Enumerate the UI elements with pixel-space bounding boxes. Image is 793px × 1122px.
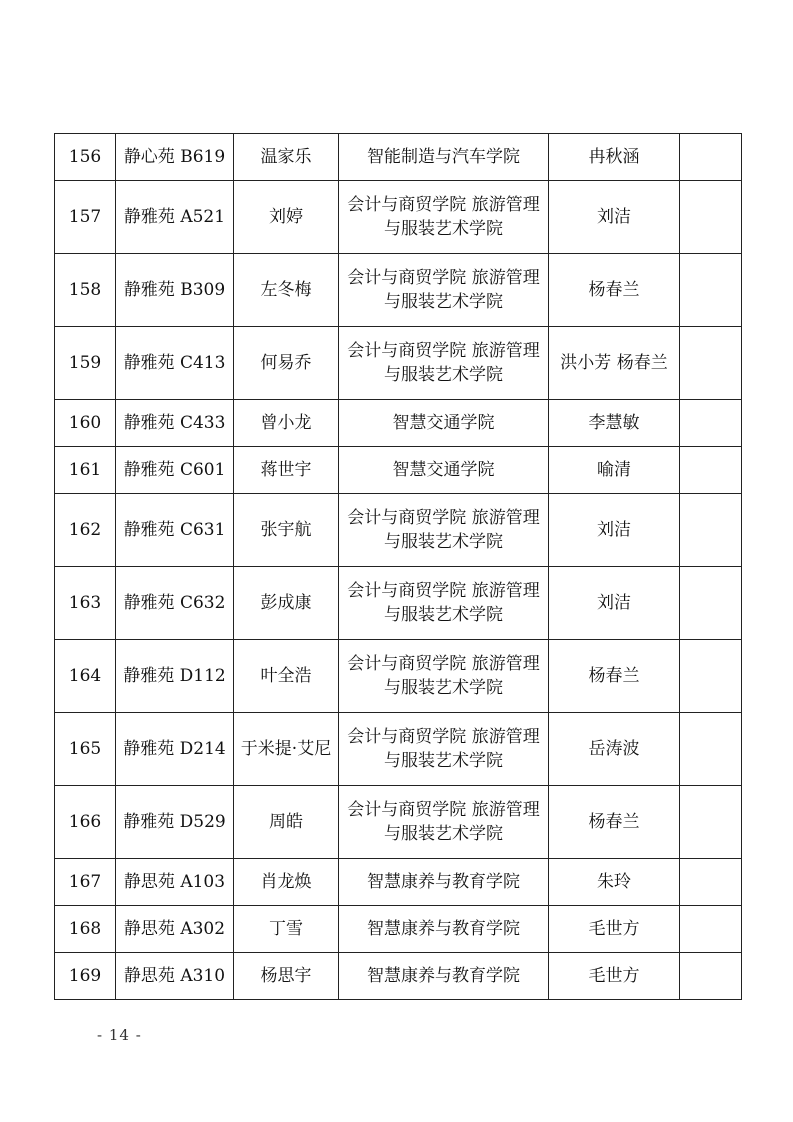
row-number-cell: 158 xyxy=(55,254,116,327)
table-row xyxy=(55,567,742,640)
college-cell: 智能制造与汽车学院 xyxy=(339,134,549,181)
tutor-cell: 洪小芳 杨春兰 xyxy=(549,327,680,400)
table-row xyxy=(55,254,742,327)
row-number-cell: 164 xyxy=(55,640,116,713)
row-number-cell: 161 xyxy=(55,447,116,494)
college-cell: 会计与商贸学院 旅游管理与服装艺术学院 xyxy=(339,327,549,400)
table-row xyxy=(55,134,742,181)
college-cell: 会计与商贸学院 旅游管理与服装艺术学院 xyxy=(339,254,549,327)
remarks-cell xyxy=(680,134,742,181)
table-row xyxy=(55,181,742,254)
dorm-room-cell: 静雅苑 D214 xyxy=(116,713,234,786)
student-name-cell: 丁雪 xyxy=(234,906,339,953)
table-row xyxy=(55,953,742,1000)
tutor-cell: 刘洁 xyxy=(549,181,680,254)
college-cell: 会计与商贸学院 旅游管理与服装艺术学院 xyxy=(339,713,549,786)
remarks-cell xyxy=(680,181,742,254)
tutor-cell: 杨春兰 xyxy=(549,640,680,713)
page-number: - 14 - xyxy=(97,1026,142,1044)
student-name-cell: 彭成康 xyxy=(234,567,339,640)
college-cell: 会计与商贸学院 旅游管理与服装艺术学院 xyxy=(339,181,549,254)
table-row xyxy=(55,640,742,713)
college-cell: 会计与商贸学院 旅游管理与服装艺术学院 xyxy=(339,567,549,640)
table-row xyxy=(55,859,742,906)
tutor-cell: 朱玲 xyxy=(549,859,680,906)
student-name-cell: 张宇航 xyxy=(234,494,339,567)
college-cell: 智慧康养与教育学院 xyxy=(339,953,549,1000)
row-number-cell: 162 xyxy=(55,494,116,567)
student-name-cell: 刘婷 xyxy=(234,181,339,254)
table-row xyxy=(55,906,742,953)
table-row xyxy=(55,713,742,786)
table-row xyxy=(55,494,742,567)
tutor-cell: 李慧敏 xyxy=(549,400,680,447)
remarks-cell xyxy=(680,400,742,447)
row-number-cell: 168 xyxy=(55,906,116,953)
college-cell: 智慧交通学院 xyxy=(339,400,549,447)
college-cell: 智慧交通学院 xyxy=(339,447,549,494)
dorm-room-cell: 静心苑 B619 xyxy=(116,134,234,181)
student-name-cell: 周皓 xyxy=(234,786,339,859)
tutor-cell: 喻清 xyxy=(549,447,680,494)
remarks-cell xyxy=(680,254,742,327)
row-number-cell: 169 xyxy=(55,953,116,1000)
student-name-cell: 曾小龙 xyxy=(234,400,339,447)
dorm-room-cell: 静雅苑 C433 xyxy=(116,400,234,447)
dorm-room-cell: 静思苑 A103 xyxy=(116,859,234,906)
student-name-cell: 肖龙焕 xyxy=(234,859,339,906)
college-cell: 智慧康养与教育学院 xyxy=(339,859,549,906)
remarks-cell xyxy=(680,447,742,494)
row-number-cell: 157 xyxy=(55,181,116,254)
dorm-room-cell: 静雅苑 D112 xyxy=(116,640,234,713)
dorm-room-cell: 静雅苑 C601 xyxy=(116,447,234,494)
remarks-cell xyxy=(680,640,742,713)
table-row xyxy=(55,447,742,494)
college-cell: 会计与商贸学院 旅游管理与服装艺术学院 xyxy=(339,640,549,713)
roster-body xyxy=(55,134,742,1000)
row-number-cell: 159 xyxy=(55,327,116,400)
dorm-room-cell: 静雅苑 C413 xyxy=(116,327,234,400)
tutor-cell: 毛世方 xyxy=(549,906,680,953)
student-name-cell: 左冬梅 xyxy=(234,254,339,327)
tutor-cell: 刘洁 xyxy=(549,494,680,567)
dorm-room-cell: 静思苑 A310 xyxy=(116,953,234,1000)
student-name-cell: 蒋世宇 xyxy=(234,447,339,494)
row-number-cell: 156 xyxy=(55,134,116,181)
row-number-cell: 160 xyxy=(55,400,116,447)
row-number-cell: 163 xyxy=(55,567,116,640)
student-name-cell: 叶全浩 xyxy=(234,640,339,713)
row-number-cell: 166 xyxy=(55,786,116,859)
tutor-cell: 冉秋涵 xyxy=(549,134,680,181)
tutor-cell: 毛世方 xyxy=(549,953,680,1000)
row-number-cell: 167 xyxy=(55,859,116,906)
dorm-room-cell: 静雅苑 C631 xyxy=(116,494,234,567)
dorm-room-cell: 静雅苑 A521 xyxy=(116,181,234,254)
dorm-room-cell: 静思苑 A302 xyxy=(116,906,234,953)
student-name-cell: 杨思宇 xyxy=(234,953,339,1000)
remarks-cell xyxy=(680,953,742,1000)
college-cell: 会计与商贸学院 旅游管理与服装艺术学院 xyxy=(339,494,549,567)
student-name-cell: 于米提·艾尼 xyxy=(234,713,339,786)
table-row xyxy=(55,327,742,400)
tutor-cell: 杨春兰 xyxy=(549,786,680,859)
tutor-cell: 刘洁 xyxy=(549,567,680,640)
remarks-cell xyxy=(680,567,742,640)
remarks-cell xyxy=(680,859,742,906)
tutor-cell: 岳涛波 xyxy=(549,713,680,786)
dorm-room-cell: 静雅苑 C632 xyxy=(116,567,234,640)
remarks-cell xyxy=(680,713,742,786)
remarks-cell xyxy=(680,786,742,859)
remarks-cell xyxy=(680,906,742,953)
dorm-room-cell: 静雅苑 B309 xyxy=(116,254,234,327)
remarks-cell xyxy=(680,327,742,400)
dorm-room-cell: 静雅苑 D529 xyxy=(116,786,234,859)
college-cell: 智慧康养与教育学院 xyxy=(339,906,549,953)
tutor-cell: 杨春兰 xyxy=(549,254,680,327)
student-name-cell: 何易乔 xyxy=(234,327,339,400)
row-number-cell: 165 xyxy=(55,713,116,786)
college-cell: 会计与商贸学院 旅游管理与服装艺术学院 xyxy=(339,786,549,859)
dormitory-roster-table xyxy=(54,133,742,1000)
table-row xyxy=(55,786,742,859)
table-row xyxy=(55,400,742,447)
remarks-cell xyxy=(680,494,742,567)
student-name-cell: 温家乐 xyxy=(234,134,339,181)
